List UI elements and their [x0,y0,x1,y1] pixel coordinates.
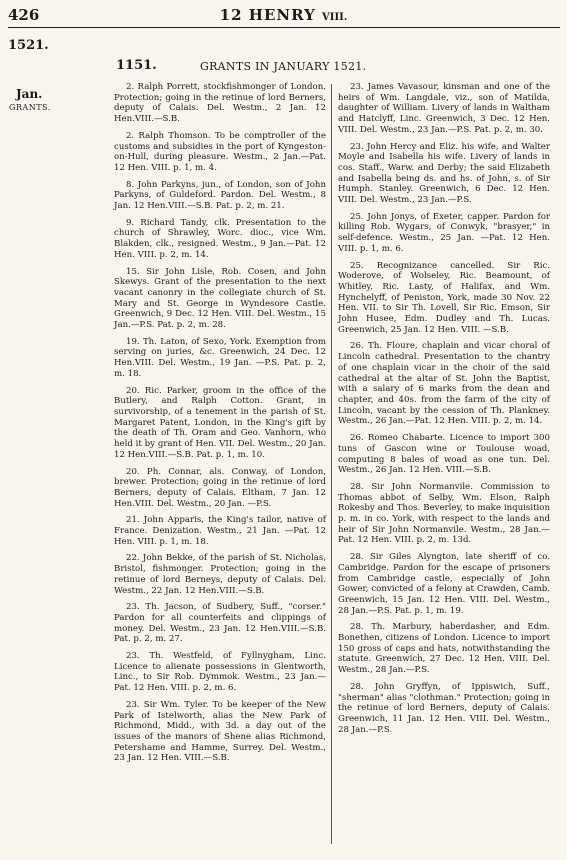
entry: 23. Sir Wm. Tyler. To be keeper of the New Park of Istelworth, alias the New Park of Richmond, Midd., with 3d. a day out of the issues of the manors of Shene alias Richmond, Petershame and Hamme, Surrey. Del. Westm., 23 Jan. 12 Hen. VIII.—S.B. [114,699,326,764]
running-title-small: VIII. [322,12,348,23]
entry: 15. Sir John Lisle, Rob. Cosen, and John Skewys. Grant of the presentation to the next vacant canonry in the collegiate church of St. Mary and St. George in Wyndesore Castle. Greenwich, 9 Dec. 12 Hen. VIII. Del. Westm., 15 Jan.—P.S. Pat. p. 2, m. 28. [114,266,326,331]
entry: 20. Ric. Parker, groom in the office of the Butlery, and Ralph Cotton. Grant, in survivorship, of a tenement in the parish of St. Margaret Patent, London, in the King's gift by the death of Th. Oram and Geo. Vanhorn, who held it by grant of Hen. VII. Del. Westm., 20 Jan. 12 Hen.VIII.—S.B. Pat. p. 1, m. 10. [114,385,326,460]
entry: 19. Th. Laton, of Sexo, York. Exemption from serving on juries, &c. Greenwich, 24 Dec. 12 Hen.VIII. Del. Westm., 19 Jan. —P.S. Pat. p. 2, m. 18. [114,336,326,379]
entry: 26. Romeo Chabarte. Licence to import 300 tuns of Gascon wine or Toulouse woad, computing 8 bales of woad as one tun. Del. Westm., 26 Jan. 12 Hen. VIII.—S.B. [338,433,550,476]
section-title: GRANTS IN JANUARY 1521. [200,60,367,73]
margin-month: Jan. [16,87,43,101]
page-header [0,0,567,26]
entry: 23. James Vavasour, kinsman and one of the heirs of Wm. Langdale, viz., son of Matilda, daughter of William. Livery of lands in Waltham and Hatclyff, Linc. Greenwich, 3 Dec. 12 Hen. VIII. Del. Westm., 23 Jan.—P.S. Pat. p. 2, m. 30. [338,82,550,135]
running-title [0,6,567,24]
entry: 28. John Gryffyn, of Ippiswich, Suff., "sherman" alias "clothman." Protection; going in the retinue of lord Berners, deputy of Calais. Greenwich, 11 Jan. 12 Hen. VIII. Del. Westm., 28 Jan.—P.S. [338,681,550,735]
running-title-main: 12 HENRY [219,6,316,24]
entry: 9. Richard Tandy, clk. Presentation to the church of Shrawley, Worc. dioc., vice Wm. Blakden, clk., resigned. Westm., 9 Jan.—Pat. 12 Hen. VIII. p. 2, m. 14. [114,217,326,260]
entry: 28. Sir Giles Alyngton, late sheriff of co. Cambridge. Pardon for the escape of prisoners from Cambridge castle, especially of John Gower, convicted of a felony at Crawden, Camb. Greenwich, 15 Jan. 12 Hen. VIII. Del. Westm., 28 Jan.—P.S. Pat. p. 1, m. 19. [338,552,550,616]
entry: 20. Ph. Connar, als. Conway, of London, brewer. Protection; going in the retinue of lord Berners, deputy of Calais. Eltham, 7 Jan. 12 Hen.VIII. Del. Westm., 20 Jan. —P.S. [114,466,326,509]
entry: 23. Th. Westfeld, of Fyllnygham, Linc. Licence to alienate possessions in Glentworth, Linc., to Sir Rob. Dymmok. Westm., 23 Jan.—Pat. 12 Hen. VIII. p. 2, m. 6. [114,651,326,694]
entry: 22. John Bekke, of the parish of St. Nicholas, Bristol, fishmonger. Protection; going in the retinue of lord Berneys, deputy of Calais. Del. Westm., 22 Jan. 12 Hen.VIII.—S.B. [114,553,326,596]
entry: 26. Th. Floure, chaplain and vicar choral of Lincoln cathedral. Presentation to the chantry of one chaplain vicar in the choir of the said cathedral at the altar of St. John the Baptist, with a salary of 6 marks from the dean and chapter, and 40s. from the farm of the city of Lincoln, vacant by the cession of Th. Plankney. Westm., 26 Jan.—Pat. 12 Hen. VIII. p. 2, m. 14. [338,341,550,427]
margin-label: GRANTS. [9,103,51,112]
entry: 21. John Apparis, the King's tailor, native of France. Denization. Westm., 21 Jan. —Pat. 12 Hen. VIII. p. 1, m. 18. [114,515,326,547]
left-column [114,82,326,770]
entry: 28. Sir John Normanvile. Commission to Thomas abbot of Selby, Wm. Elson, Ralph Rokesby and Thos. Beverley, to make inquisition p. m. in co. York, with respect to the lands and heir of Sir John Normanvile. Westm., 28 Jan.—Pat. 12 Hen. VIII. p. 2, m. 13d. [338,481,550,546]
section-number: 1151. [116,58,157,73]
entry: 23. John Hercy and Eliz. his wife, and Walter Moyle and Isabella his wife. Livery of lands in cos. Staff., Warw. and Derby; the said Elizabeth and Isabella being ds. and hs. of John, s. of Sir Humph. Stanley. Greenwich, 6 Dec. 12 Hen. VIII. Del. Westm., 23 Jan.—P.S. [338,141,550,206]
entry: 2. Ralph Porrett, stockfishmonger of London. Protection; going in the retinue of lord Berners, deputy of Calais. Del. Westm., 2 Jan. 12 Hen.VIII.—S.B. [114,82,326,125]
column-divider [331,84,332,844]
header-rule [8,27,560,28]
entry: 25. John Jonys, of Exeter, capper. Pardon for killing Rob. Wygars, of Conwyk, "brasyer," in self-defence. Westm., 25 Jan. —Pat. 12 Hen. VIII. p. 1, m. 6. [338,211,550,254]
entry: 23. Th. Jacson, of Sudbery, Suff., "corser." Pardon for all counterfeits and clippings of money. Del. Westm., 23 Jan. 12 Hen.VIII.—S.B. Pat. p. 2, m. 27. [114,602,326,645]
entry: 25. Recognizance cancelled. Sir Ric. Woderove, of Wolseley, Ric. Beamount, of Whitley, Ric. Lasty, of Halifax, and Wm. Hynchelyff, of Peniston, York, made 30 Nov. 22 Hen. VII. to Sir Th. Lovell, Sir Ric. Emson, Sir John Husee, Edm. Dudley and Th. Lucas. Greenwich, 25 Jan. 12 Hen. VIII. —S.B. [338,260,550,335]
entry: 2. Ralph Thomson. To be comptroller of the customs and subsidies in the port of Kyngeston-on-Hull, during pleasure. Westm., 2 Jan.—Pat. 12 Hen. VIII. p. 1, m. 4. [114,130,326,173]
entry: 8. John Parkyns, jun., of London, son of John Parkyns, of Guldeford. Pardon. Del. Westm., 8 Jan. 12 Hen.VIII.—S.B. Pat. p. 2, m. 21. [114,179,326,212]
margin-year: 1521. [8,38,49,53]
right-column [338,82,550,741]
entry: 28. Th. Marbury, haberdasher, and Edm. Bonethen, citizens of London. Licence to import 150 gross of caps and hats, notwithstanding the statute. Greenwich, 27 Dec. 12 Hen. VIII. Del. Westm., 28 Jan.—P.S. [338,622,550,676]
page-number: 426 [8,6,40,24]
